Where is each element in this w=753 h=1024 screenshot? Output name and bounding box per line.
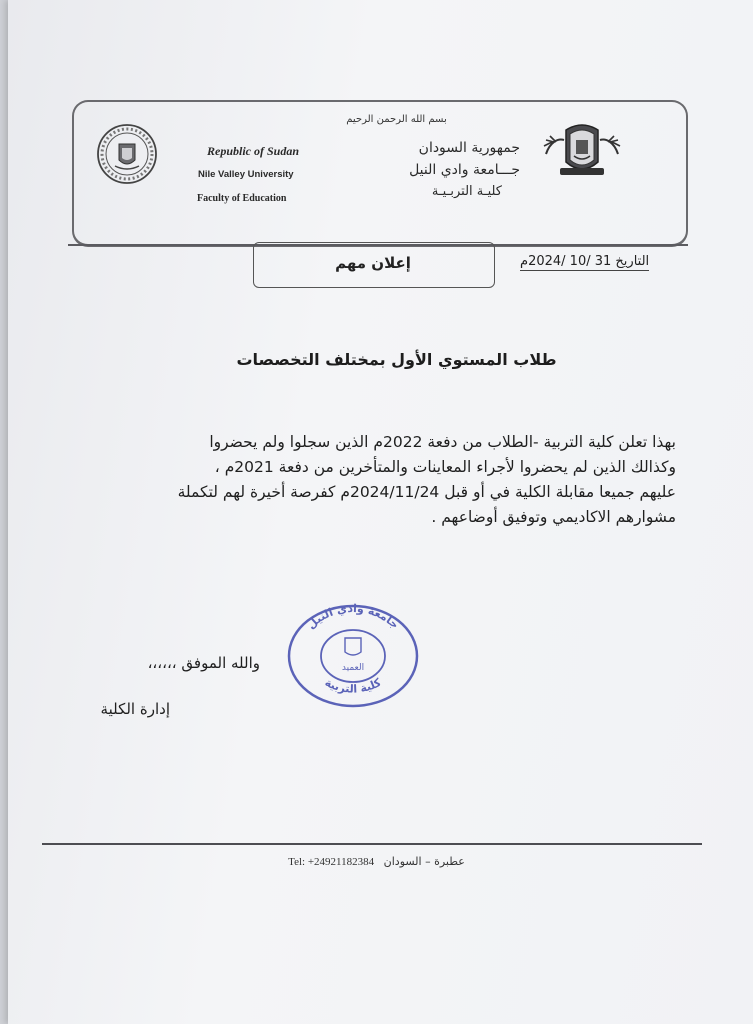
- faculty-stamp-icon: [283, 600, 423, 710]
- faculty-arabic: كليـة التربـيـة: [431, 184, 502, 199]
- faculty-english: Faculty of Education: [197, 193, 287, 204]
- notice-subject: طلاب المستوي الأول بمختلف التخصصات: [236, 350, 557, 369]
- footer-contact: [0, 855, 753, 868]
- university-arabic: جـــامعة وادي النيل: [409, 162, 520, 178]
- footer-address: عطبرة – السودان: [383, 855, 465, 868]
- notice-body: [96, 430, 676, 530]
- stamp-bottom-text: كلية التربية: [322, 675, 384, 696]
- basmala: بسم الله الرحمن الرحيم: [346, 114, 447, 125]
- republic-english: Republic of Sudan: [207, 144, 300, 158]
- notice-date: التاريخ 31 /10 /2024م: [520, 254, 650, 269]
- faculty-administration-signoff: إدارة الكلية: [100, 700, 170, 718]
- notice-body-line: بهذا تعلن كلية التربية -الطلاب من دفعة 2022م الذين سجلوا ولم يحضروا: [209, 433, 676, 451]
- footer-phone: Tel: +24921182384: [288, 856, 375, 868]
- stamp-top-text: جامعة وادي النيل: [304, 601, 402, 632]
- footer-rule: [42, 843, 702, 845]
- republic-seal-icon: [95, 122, 159, 186]
- closing-phrase: والله الموفق ،،،،،،: [147, 654, 260, 672]
- republic-arabic: جمهورية السودان: [418, 140, 520, 156]
- university-english: Nile Valley University: [198, 169, 294, 180]
- nile-valley-university-logo-icon: [540, 116, 624, 182]
- notice-body-line: عليهم جميعا مقابلة الكلية في أو قبل 2024/11/24م كفرصة أخيرة لهم لتكملة: [177, 483, 676, 501]
- notice-body-line: مشوارهم الاكاديمي وتوفيق أوضاعهم .: [431, 508, 676, 526]
- announcement-title: إعلان مهم: [335, 254, 411, 272]
- notice-body-line: وكذالك الذين لم يحضروا لأجراء المعاينات والمتأخرين من دفعة 2021م ،: [214, 458, 676, 476]
- svg-text:كلية التربية: [323, 676, 384, 696]
- stamp-middle-text: العميد: [341, 663, 365, 673]
